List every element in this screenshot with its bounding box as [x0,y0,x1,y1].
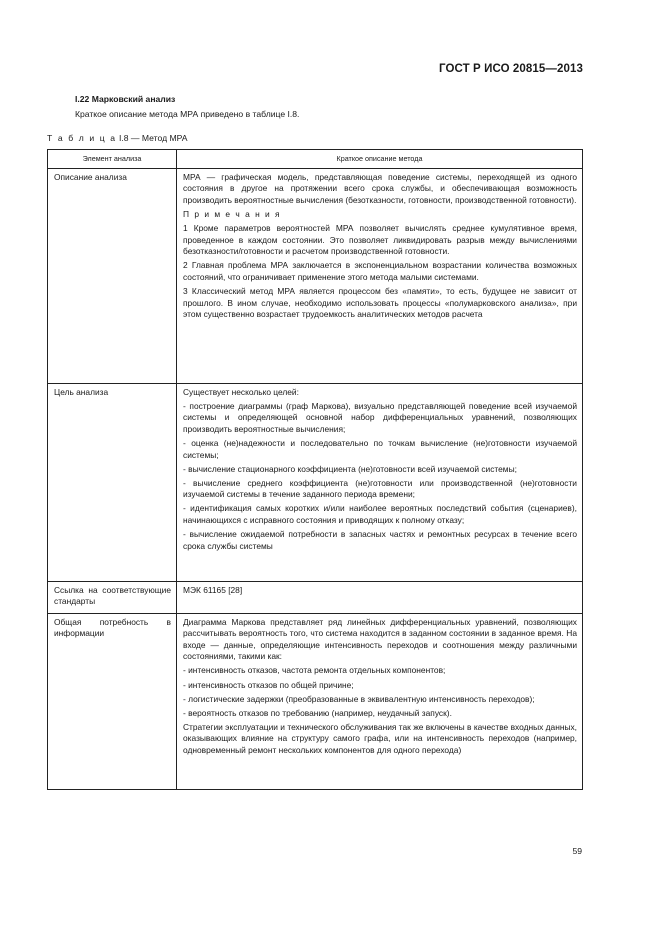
list-item: - интенсивность отказов по общей причине; [183,679,354,690]
description-paragraph: МРА — графическая модель, представляющая поведение системы, переходящей из одного состояния в другое на протяжении всего срока службы, и обеспечивающая возможность производить вероятностные вычисления (безотказности, готовности, производственной готовности). [183,171,577,205]
note-item: 1 Кроме параметров вероятностей МРА позволяет вычислять среднее кумулятивное время, проведенное в каждом состоянии. Это позволяет ликвидировать разрыв между вычислениями безотказности/готовности и расчетом производственной готовности. [183,222,577,257]
row-element-label: Цель анализа [48,383,177,581]
list-item: - вычисление стационарного коэффициента (не)готовности всей изучаемой системы; [183,463,517,474]
standard-header: ГОСТ Р ИСО 20815—2013 [438,63,583,75]
row-element-label: Общая потребность в информации [48,613,177,789]
header-description: Краткое описание метода [177,150,583,169]
table-caption [47,133,188,143]
list-item: - оценка (не)надежности и последовательно по точкам вычисление (не)готовности изучаемой системы; [183,437,577,460]
section-title: I.22 Марковский анализ [75,94,176,104]
description-paragraph: МЭК 61165 [28] [183,584,243,595]
row-description [177,168,583,383]
row-description [177,613,583,789]
description-paragraph: Стратегии эксплуатации и технического обслуживания так же включены в качестве входных данных, оказывающих влияние на структуру самого графа, или на интенсивность переходов (например, одновременный ремонт нескольких компонентов для одного перехода) [183,721,577,756]
table-row [48,613,583,789]
page-number: 59 [572,846,582,856]
list-item: - вычисление ожидаемой потребности в запасных частях и ремонтных ресурсах в течение всего срока службы системы [183,529,577,551]
list-item: - построение диаграммы (граф Маркова), визуально представляющей поведение всей изучаемой системы и определяющей основной набор дифференциальных уравнений, позволяющих производить вероятностные вычисления; [183,400,577,434]
table-caption-prefix: Т а б л и ц а [47,133,117,143]
header-element: Элемент анализа [48,150,177,169]
table-caption-title: I.8 — Метод МРА [116,133,188,143]
list-item: - логистические задержки (преобразованные в эквивалентную интенсивность переходов); [183,693,535,704]
description-paragraph: Существует несколько целей: [183,386,299,397]
list-item: - интенсивность отказов, частота ремонта отдельных компонентов; [183,665,446,676]
row-description [177,383,583,581]
table-row [48,581,583,613]
list-item: - вероятность отказов по требованию (например, неудачный запуск). [183,707,452,718]
table-row [48,383,583,581]
notes-heading: П р и м е ч а н и я [183,208,282,219]
list-item: - вычисление среднего коэффициента (не)готовности или производственной (не)готовности изучаемой системы в течение заданного периода времени; [183,477,577,500]
note-item: 2 Главная проблема МРА заключается в экспоненциальном возрастании количества возможных состояний, что ограничивает применение этого метода малыми системами. [183,260,577,282]
section-intro: Краткое описание метода МРА приведено в таблице I.8. [75,109,300,119]
list-item: - идентификация самых коротких и/или наиболее вероятных последствий события (сценариев), начинающихся с исправного состояния и приводящих к полному отказу; [183,503,577,526]
row-element-label: Описание анализа [48,168,177,383]
method-table [47,149,583,790]
table-row [48,168,583,383]
note-item: 3 Классический метод МРА является процессом без «памяти», то есть, будущее не зависит от прошлого. В ином случае, необходимо использовать процессы «полумарковского анализа», при этом существенно возрастает трудоемкость аналитических методов расчета [183,285,577,320]
table-header-row [48,150,583,169]
description-paragraph: Диаграмма Маркова представляет ряд линейных дифференциальных уравнений, позволяющих рассчитывать вероятность того, что система находится в заданном состоянии в заданное время. На входе — данные, определяющие интенсивность переходов и соотношения между различными состояниями, такими как: [183,616,577,662]
row-element-label: Ссылка на соответствующие стандарты [48,581,177,613]
row-description [177,581,583,613]
